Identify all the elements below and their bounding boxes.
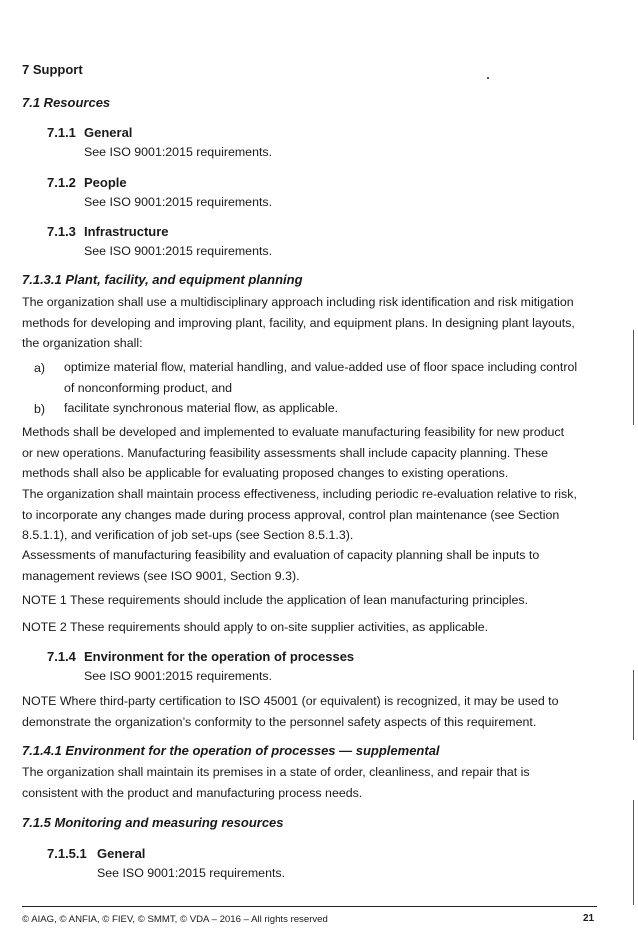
- section-heading-7-1-5: 7.1.5 Monitoring and measuring resources: [22, 815, 284, 830]
- section-title-7-1-5-1: General: [97, 846, 146, 861]
- section-title-7-1-1: General: [84, 125, 133, 140]
- section-number-7-1-4: 7.1.4: [47, 649, 76, 664]
- paragraph-assessments: [22, 545, 597, 586]
- paragraph-line: to incorporate any changes made during process approval, control plan maintenance (see Section: [22, 507, 560, 522]
- list-item-line: optimize material flow, material handling, and value-added use of floor space including control: [64, 360, 578, 374]
- paragraph-line: The organization shall maintain its premises in a state of order, cleanliness, and repair that is: [22, 765, 530, 779]
- section-number-7-1-1: 7.1.1: [47, 125, 76, 140]
- paragraph-line: methods shall also be applicable for evaluating proposed changes to existing operations.: [22, 466, 509, 481]
- paragraph-line: 8.5.1.1), and verification of job set-ups (see Section 8.5.1.3).: [22, 528, 354, 543]
- list-item-b: [64, 398, 338, 419]
- footer-divider: [22, 906, 597, 907]
- section-heading-7-1: 7.1 Resources: [22, 95, 111, 110]
- paragraph-line: the organization shall:: [22, 336, 143, 351]
- section-title-7-1-3: Infrastructure: [84, 224, 169, 239]
- paragraph-plant-planning: [22, 292, 597, 354]
- scan-speck: [487, 77, 489, 79]
- section-title-7-1-4: Environment for the operation of processes: [84, 649, 355, 664]
- section-heading-7-1-3-1: 7.1.3.1 Plant, facility, and equipment planning: [22, 272, 303, 287]
- paragraph-line: Assessments of manufacturing feasibility and evaluation of capacity planning shall be inputs to: [22, 548, 540, 562]
- paragraph-process-effectiveness: [22, 484, 597, 546]
- section-number-7-1-3: 7.1.3: [47, 224, 76, 239]
- section-number-7-1-2: 7.1.2: [47, 175, 76, 190]
- paragraph-line: or new operations. Manufacturing feasibility assessments shall include capacity planning. These: [22, 445, 548, 460]
- scan-margin-mark: [633, 800, 634, 905]
- section-body-7-1-2: See ISO 9001:2015 requirements.: [84, 195, 273, 209]
- section-body-7-1-1: See ISO 9001:2015 requirements.: [84, 145, 273, 159]
- note-1: NOTE 1 These requirements should include the application of lean manufacturing principles.: [22, 593, 529, 607]
- paragraph-line: The organization shall maintain process effectiveness, including periodic re-evaluation relative to risk,: [22, 487, 577, 501]
- paragraph-premises: [22, 762, 597, 803]
- list-item-line: facilitate synchronous material flow, as applicable.: [64, 401, 339, 415]
- list-marker-b: b): [34, 402, 46, 416]
- section-heading-7-1-4-1: 7.1.4.1 Environment for the operation of processes — supplemental: [22, 743, 440, 758]
- section-body-7-1-3: See ISO 9001:2015 requirements.: [84, 244, 273, 258]
- scan-margin-mark: [633, 330, 634, 425]
- paragraph-feasibility: [22, 422, 597, 484]
- list-item-line: of nonconforming product, and: [64, 380, 233, 395]
- scan-margin-mark: [633, 670, 634, 740]
- section-title-7-1-2: People: [84, 175, 127, 190]
- list-marker-a: a): [34, 361, 46, 375]
- section-heading-7: 7 Support: [22, 62, 83, 77]
- list-item-a: [64, 357, 577, 398]
- paragraph-line: Methods shall be developed and implemented to evaluate manufacturing feasibility for new product: [22, 425, 565, 439]
- paragraph-line: management reviews (see ISO 9001, Section 9.3).: [22, 568, 300, 583]
- paragraph-line: demonstrate the organization’s conformity to the personnel safety aspects of this requirement.: [22, 714, 537, 729]
- paragraph-line: The organization shall use a multidisciplinary approach including risk identification and risk mitigation: [22, 295, 574, 309]
- footer-copyright: © AIAG, © ANFIA, © FIEV, © SMMT, © VDA – 2016 – All rights reserved: [22, 914, 328, 925]
- section-number-7-1-5-1: 7.1.5.1: [47, 846, 87, 861]
- page-number: 21: [583, 913, 595, 924]
- section-body-7-1-5-1: See ISO 9001:2015 requirements.: [97, 866, 286, 880]
- paragraph-line: consistent with the product and manufacturing process needs.: [22, 785, 363, 800]
- paragraph-line: NOTE Where third-party certification to ISO 45001 (or equivalent) is recognized, it may be used to: [22, 694, 559, 708]
- paragraph-line: methods for developing and improving plant, facility, and equipment plans. In designing plant layouts,: [22, 315, 575, 330]
- note-7-1-4: [22, 691, 597, 732]
- section-body-7-1-4: See ISO 9001:2015 requirements.: [84, 669, 273, 683]
- note-2: NOTE 2 These requirements should apply to on-site supplier activities, as applicable.: [22, 620, 489, 634]
